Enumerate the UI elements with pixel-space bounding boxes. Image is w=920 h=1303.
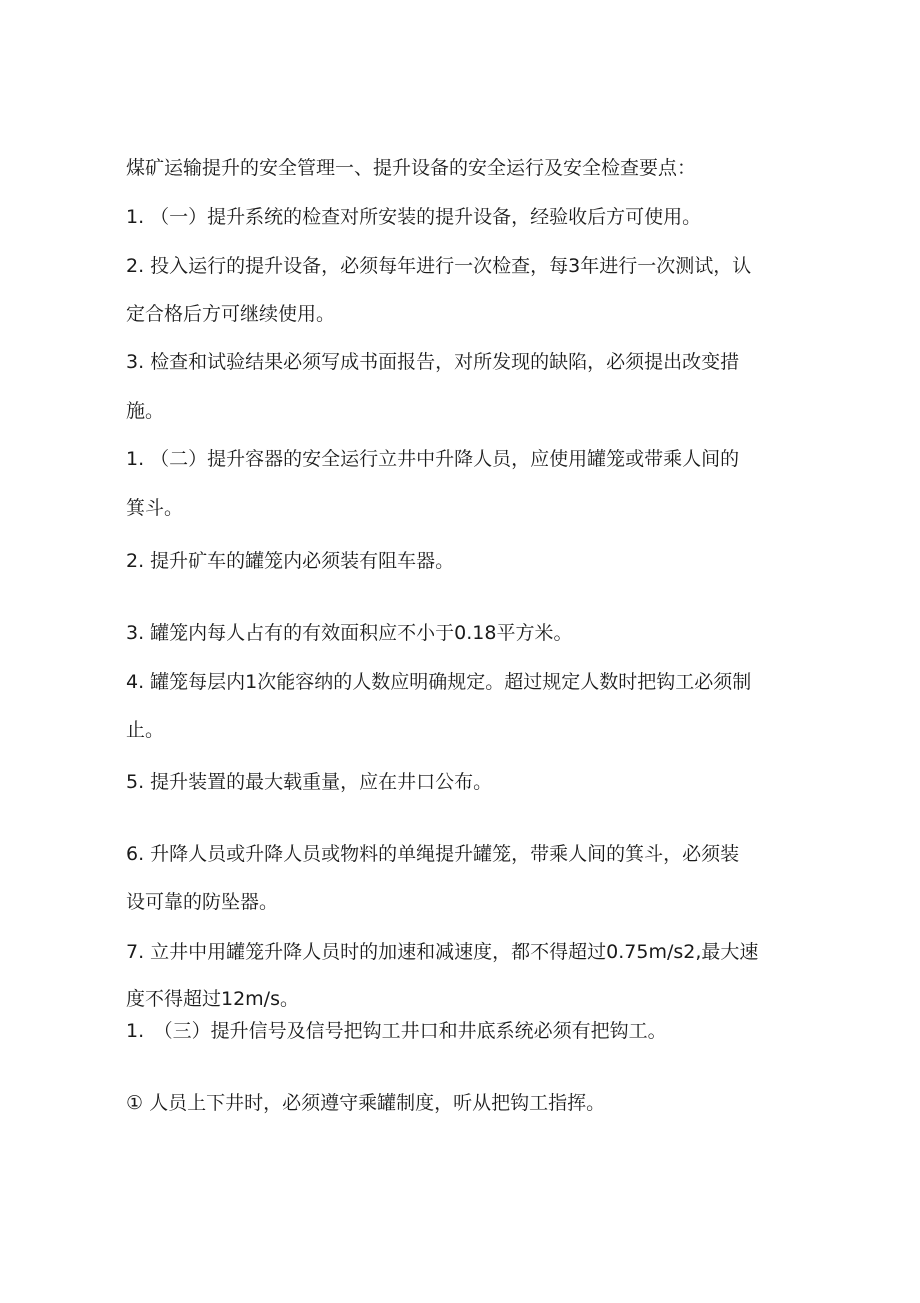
paragraph-line: 3. 检查和试验结果必须写成书面报告，对所发现的缺陷，必须提出改变措 xyxy=(126,351,740,373)
paragraph-line: 2. 提升矿车的罐笼内必须装有阻车器。 xyxy=(126,550,455,572)
paragraph-line: 4. 罐笼每层内1次能容纳的人数应明确规定。超过规定人数时把钩工必须制 xyxy=(126,671,752,693)
paragraph-line: 2. 投入运行的提升设备，必须每年进行一次检查，每3年进行一次测试，认 xyxy=(126,255,752,277)
paragraph-line: 止。 xyxy=(126,719,165,741)
paragraph-line: 箕斗。 xyxy=(126,497,184,519)
section-heading: 煤矿运输提升的安全管理一、提升设备的安全运行及安全检查要点： xyxy=(126,157,697,179)
paragraph-line: 5. 提升装置的最大载重量，应在井口公布。 xyxy=(126,771,493,793)
paragraph-line: 6. 升降人员或升降人员或物料的单绳提升罐笼，带乘人间的箕斗，必须装 xyxy=(126,843,740,865)
paragraph-line: 施。 xyxy=(126,400,165,422)
paragraph-line: 设可靠的防坠器。 xyxy=(126,891,279,913)
paragraph-line: 1. （三）提升信号及信号把钩工井口和井底系统必须有把钩工。 xyxy=(126,1020,667,1042)
paragraph-line: 1. （二）提升容器的安全运行立井中升降人员，应使用罐笼或带乘人间的 xyxy=(126,448,740,470)
paragraph-line: ① 人员上下井时，必须遵守乘罐制度，听从把钩工指挥。 xyxy=(126,1092,606,1114)
paragraph-line: 7. 立井中用罐笼升降人员时的加速和减速度，都不得超过0.75m/s2,最大速 xyxy=(126,941,759,963)
paragraph-line: 定合格后方可继续使用。 xyxy=(126,303,336,325)
paragraph-line: 3. 罐笼内每人占有的有效面积应不小于0.18平方米。 xyxy=(126,622,573,644)
paragraph-line: 度不得超过12m/s。 xyxy=(126,988,299,1010)
paragraph-line: 1. （一）提升系统的检查对所安装的提升设备，经验收后方可使用。 xyxy=(126,206,702,228)
